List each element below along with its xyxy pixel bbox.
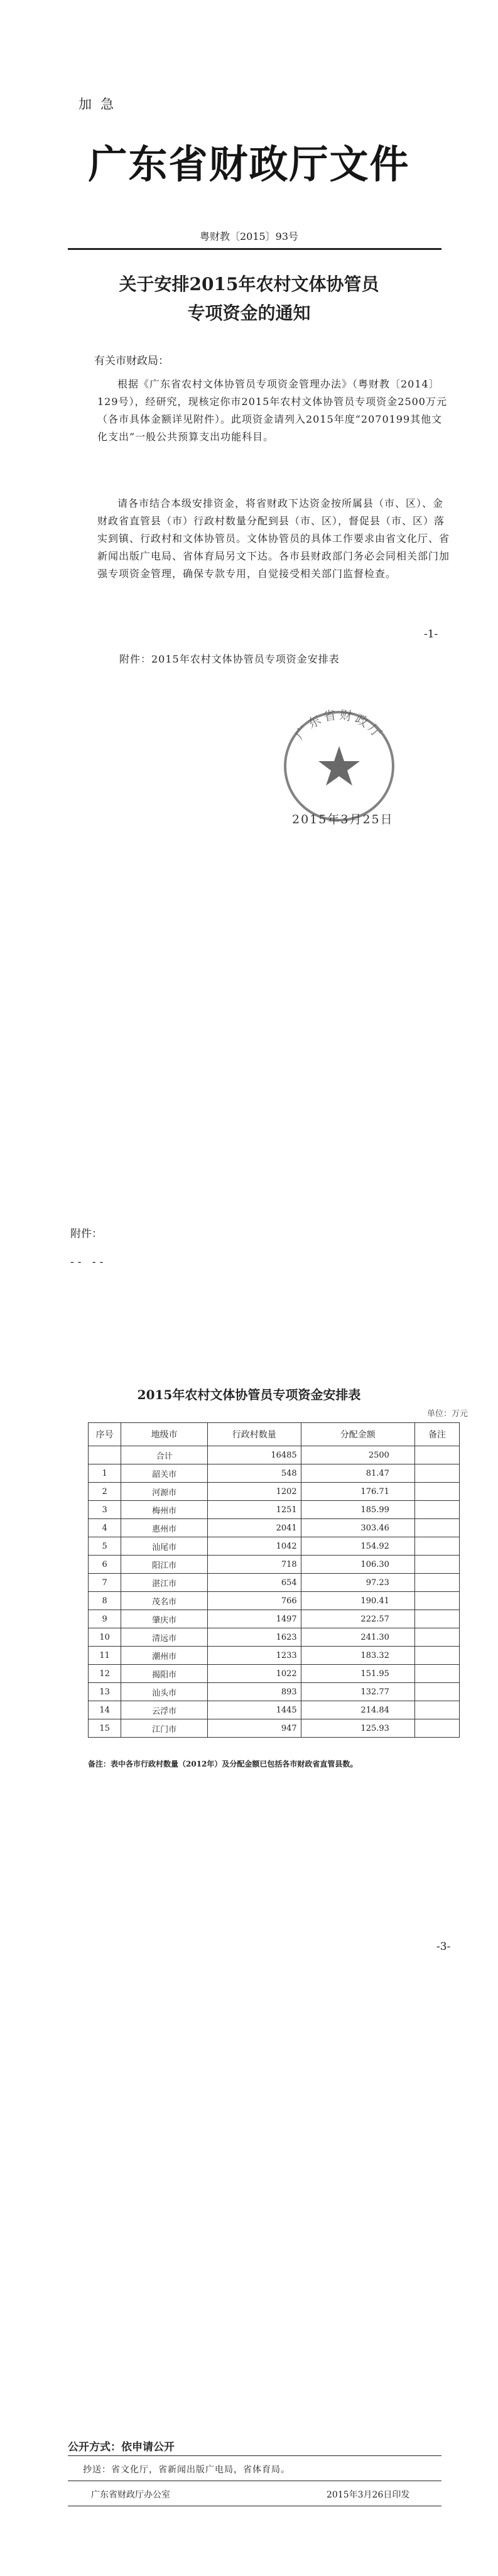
row-villages: 1042 bbox=[207, 1537, 301, 1556]
row-seq: 3 bbox=[89, 1501, 121, 1519]
page-number-1: -1- bbox=[424, 628, 438, 641]
table-row bbox=[89, 1556, 460, 1574]
row-note bbox=[414, 1701, 459, 1719]
row-villages: 1445 bbox=[207, 1701, 301, 1719]
document-title: 广东省财政厅文件 bbox=[88, 141, 410, 187]
seal-date: 2015年3月25日 bbox=[292, 813, 394, 826]
table-header-row bbox=[89, 1423, 460, 1446]
row-villages: 654 bbox=[207, 1574, 301, 1592]
row-seq: 14 bbox=[89, 1701, 121, 1719]
salutation: 有关市财政局： bbox=[94, 355, 169, 367]
row-seq: 1 bbox=[89, 1464, 121, 1483]
row-seq: 4 bbox=[89, 1519, 121, 1537]
table-row bbox=[89, 1483, 460, 1501]
row-note bbox=[414, 1628, 459, 1647]
row-area: 梅州市 bbox=[121, 1501, 208, 1519]
row-area: 江门市 bbox=[121, 1719, 208, 1738]
column-header-villages: 行政村数量 bbox=[207, 1423, 301, 1446]
table-row bbox=[89, 1610, 460, 1628]
seal-text: 广东省财政厅 bbox=[291, 706, 387, 743]
row-amount: 154.92 bbox=[301, 1537, 414, 1556]
row-note bbox=[414, 1719, 459, 1738]
row-villages: 1251 bbox=[207, 1501, 301, 1519]
row-seq: 2 bbox=[89, 1483, 121, 1501]
row-note bbox=[414, 1592, 459, 1610]
total-amount: 2500 bbox=[301, 1446, 414, 1464]
table-row bbox=[89, 1683, 460, 1701]
row-villages: 766 bbox=[207, 1592, 301, 1610]
row-amount: 185.99 bbox=[301, 1501, 414, 1519]
row-amount: 81.47 bbox=[301, 1464, 414, 1483]
attachment-page-dash: -- -- bbox=[70, 1256, 107, 1269]
notice-title-line-1: 关于安排2015年农村文体协管员 bbox=[119, 274, 379, 295]
table-row bbox=[89, 1574, 460, 1592]
column-header-seq: 序号 bbox=[89, 1423, 121, 1446]
row-note bbox=[414, 1483, 459, 1501]
row-note bbox=[414, 1464, 459, 1483]
row-note bbox=[414, 1537, 459, 1556]
total-villages: 16485 bbox=[207, 1446, 301, 1464]
total-label: 合计 bbox=[121, 1446, 208, 1464]
row-villages: 1623 bbox=[207, 1628, 301, 1647]
column-header-amount: 分配金额 bbox=[301, 1423, 414, 1446]
issuer-office: 广东省财政厅办公室 bbox=[91, 2490, 170, 2500]
row-villages: 2041 bbox=[207, 1519, 301, 1537]
table-row bbox=[89, 1592, 460, 1610]
row-villages: 1497 bbox=[207, 1610, 301, 1628]
table-unit: 单位：万元 bbox=[427, 1409, 468, 1419]
row-area: 韶关市 bbox=[121, 1464, 208, 1483]
row-villages: 718 bbox=[207, 1556, 301, 1574]
row-note bbox=[414, 1501, 459, 1519]
document-number: 粤财教〔2015〕93号 bbox=[199, 230, 299, 242]
row-seq: 7 bbox=[89, 1574, 121, 1592]
row-amount: 125.93 bbox=[301, 1719, 414, 1738]
row-seq: 5 bbox=[89, 1537, 121, 1556]
column-header-note: 备注 bbox=[414, 1423, 459, 1446]
row-area: 阳江市 bbox=[121, 1556, 208, 1574]
row-seq: 6 bbox=[89, 1556, 121, 1574]
row-area: 湛江市 bbox=[121, 1574, 208, 1592]
header-rule bbox=[68, 248, 441, 250]
row-villages: 893 bbox=[207, 1683, 301, 1701]
table-title: 2015年农村文体协管员专项资金安排表 bbox=[137, 1387, 361, 1402]
row-area: 云浮市 bbox=[121, 1701, 208, 1719]
row-amount: 176.71 bbox=[301, 1483, 414, 1501]
row-amount: 241.30 bbox=[301, 1628, 414, 1647]
table-row bbox=[89, 1537, 460, 1556]
row-villages: 548 bbox=[207, 1464, 301, 1483]
row-amount: 303.46 bbox=[301, 1519, 414, 1537]
attachment-page-label: 附件： bbox=[70, 1228, 102, 1240]
attachment-line: 附件：2015年农村文体协管员专项资金安排表 bbox=[119, 653, 340, 665]
page-number-3: -3- bbox=[436, 1940, 451, 1953]
row-area: 潮州市 bbox=[121, 1647, 208, 1665]
row-area: 汕头市 bbox=[121, 1683, 208, 1701]
notice-title bbox=[0, 270, 498, 328]
row-amount: 132.77 bbox=[301, 1683, 414, 1701]
allocation-table bbox=[88, 1422, 460, 1738]
table-row bbox=[89, 1501, 460, 1519]
row-amount: 214.84 bbox=[301, 1701, 414, 1719]
notice-title-line-2: 专项资金的通知 bbox=[187, 303, 311, 323]
row-note bbox=[414, 1610, 459, 1628]
cc-line: 抄送：省文化厅，省新闻出版广电局，省体育局。 bbox=[83, 2465, 290, 2475]
row-area: 汕尾市 bbox=[121, 1537, 208, 1556]
row-amount: 222.57 bbox=[301, 1610, 414, 1628]
row-note bbox=[414, 1665, 459, 1683]
column-header-area: 地级市 bbox=[121, 1423, 208, 1446]
row-seq: 8 bbox=[89, 1592, 121, 1610]
row-amount: 190.41 bbox=[301, 1592, 414, 1610]
table-row bbox=[89, 1628, 460, 1647]
row-seq: 12 bbox=[89, 1665, 121, 1683]
table-row bbox=[89, 1701, 460, 1719]
row-seq: 13 bbox=[89, 1683, 121, 1701]
row-seq: 11 bbox=[89, 1647, 121, 1665]
row-area: 清远市 bbox=[121, 1628, 208, 1647]
row-villages: 1022 bbox=[207, 1665, 301, 1683]
table-row bbox=[89, 1719, 460, 1738]
row-seq: 15 bbox=[89, 1719, 121, 1738]
row-note bbox=[414, 1683, 459, 1701]
row-area: 茂名市 bbox=[121, 1592, 208, 1610]
row-seq: 9 bbox=[89, 1610, 121, 1628]
footer-rule-1 bbox=[68, 2455, 441, 2456]
table-row bbox=[89, 1519, 460, 1537]
row-villages: 947 bbox=[207, 1719, 301, 1738]
row-note bbox=[414, 1574, 459, 1592]
issue-date: 2015年3月26日印发 bbox=[327, 2490, 410, 2500]
row-note bbox=[414, 1556, 459, 1574]
row-note bbox=[414, 1519, 459, 1537]
row-amount: 151.95 bbox=[301, 1665, 414, 1683]
row-villages: 1202 bbox=[207, 1483, 301, 1501]
seal-star-icon bbox=[318, 746, 360, 786]
row-area: 肇庆市 bbox=[121, 1610, 208, 1628]
row-amount: 106.30 bbox=[301, 1556, 414, 1574]
body-paragraph-2: 请各市结合本级安排资金，将省财政下达资金按所属县（市、区）、金财政省直管县（市）行政村数量分配到县（市、区），督促县（市、区）落实到镇、行政村和文体协管员。文体协管员的具体工作要求由省文化厅、省新闻出版广电局、省体育局另文下达。各市县财政部门务必会同相关部门加强专项资金管理，确保专款专用，自觉接受相关部门监督检查。 bbox=[97, 497, 450, 580]
table-total-row bbox=[89, 1446, 460, 1464]
urgency-label: 加急 bbox=[78, 97, 122, 112]
table-row bbox=[89, 1647, 460, 1665]
row-villages: 1233 bbox=[207, 1647, 301, 1665]
row-area: 惠州市 bbox=[121, 1519, 208, 1537]
disclosure-method: 公开方式：依申请公开 bbox=[68, 2441, 175, 2454]
row-amount: 183.32 bbox=[301, 1647, 414, 1665]
body-paragraph-1: 根据《广东省农村文体协管员专项资金管理办法》（粤财教〔2014〕129号），经研究，现核定你市2015年农村文体协管员专项资金2500万元（各市具体金额详见附件）。此项资金请列入2015年度“2070199其他文化支出”一般公共预算支出功能科目。 bbox=[97, 378, 447, 443]
row-amount: 97.23 bbox=[301, 1574, 414, 1592]
table-note: 备注：表中各市行政村数量（2012年）及分配金额已包括各市财政省直管县数。 bbox=[88, 1760, 358, 1768]
row-area: 揭阳市 bbox=[121, 1665, 208, 1683]
table-row bbox=[89, 1665, 460, 1683]
table-row bbox=[89, 1464, 460, 1483]
row-area: 河源市 bbox=[121, 1483, 208, 1501]
row-seq: 10 bbox=[89, 1628, 121, 1647]
row-note bbox=[414, 1647, 459, 1665]
